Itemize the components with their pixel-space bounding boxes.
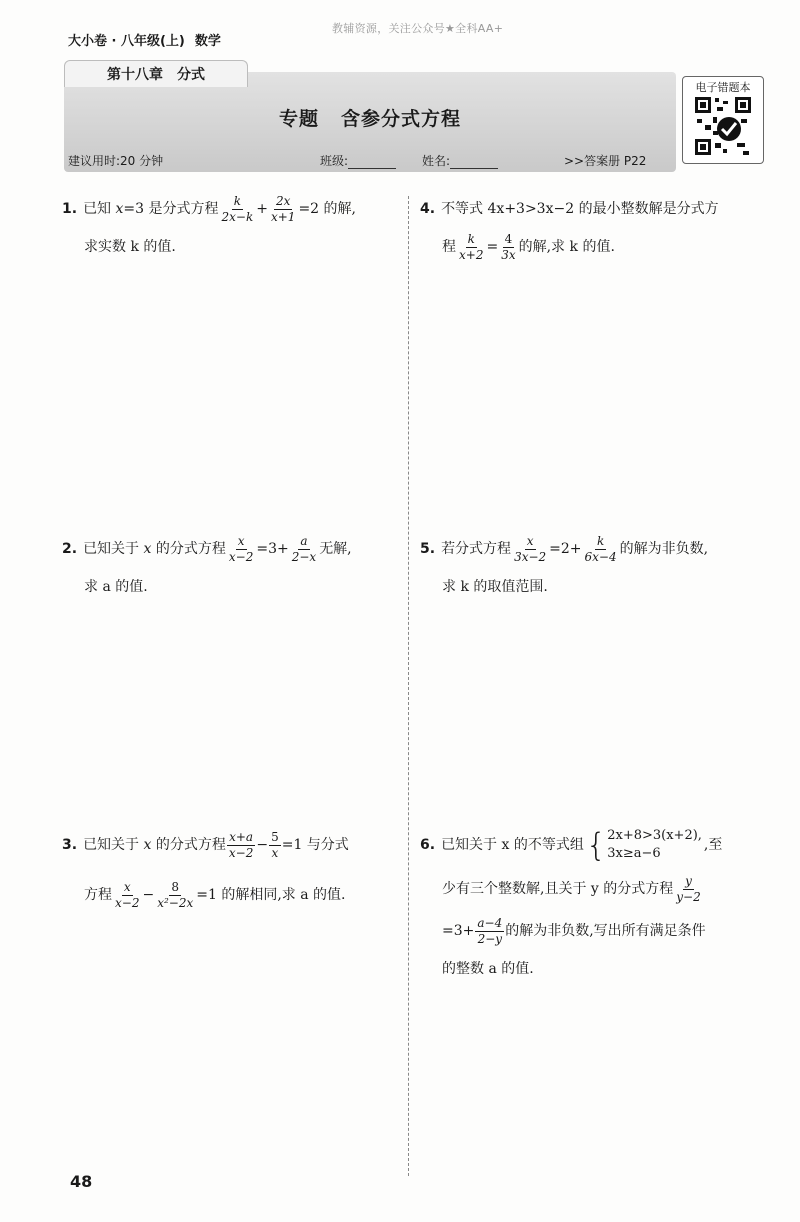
suggested-time: 建议用时:20 分钟 [68,154,164,168]
fraction: $\frac{4}{3x}$ [501,231,516,262]
question-1: 1. 已知 x =3 是分式方程 $\frac{k}{2x-k}$ + $\frac{2x}{x+1}$ =2 的解, 求实数 k 的值. [62,193,356,255]
fraction: $\frac{a}{2-x}$ [291,533,317,564]
qr-label: 电子错题本 [695,81,751,94]
fraction: $\frac{y}{y-2}$ [676,873,701,904]
topic-label: 专题 [278,108,319,130]
fraction: $\frac{5}{x}$ [271,829,279,860]
subject-label: 数学 [194,34,221,49]
answer-reference: >>答案册 P22 [564,154,647,168]
chapter-tab: 第十八章 分式 [64,60,248,87]
name-field: 姓名: [422,152,498,169]
watermark-text: 教辅资源，关注公众号★全科AA+ [332,22,504,35]
brace-icon: { [585,826,607,864]
fraction: $\frac{8}{\text{x²−2x}}$ [157,879,194,910]
series-label: 大小卷 · 八年级(上) [68,34,185,49]
fraction: $\frac{k}{6x-4}$ [584,533,617,564]
qr-code-icon [693,95,753,157]
question-5: 5. 若分式方程 $\frac{x}{3x-2}$ =2+ $\frac{k}{6x-4}$ 的解为非负数, 求 k 的取值范围. [420,533,709,595]
topic-title [64,104,676,131]
fraction: $\frac{2x}{x+1}$ [270,193,296,224]
column-divider [408,196,409,1176]
question-6: 6. 已知关于 x 的不等式组 { 2x+8>3(x+2), 3x≥a−6 ,至 少有三个整数解,且关于 y 的分式方程 $\frac{y}{y-2}$ =3+ $\frac{a-4}{2-y}$ 的解为非负数,写出所有满足条件 的整数 a 的值. [420,826,723,977]
qr-code-box [682,76,764,164]
question-2: 2. 已知关于 x 的分式方程 $\frac{x}{x-2}$ =3+ $\frac{a}{2-x}$ 无解, 求 a 的值. [62,533,352,595]
fraction: $\frac{x+a}{x-2}$ [228,829,254,860]
name-blank [450,156,498,169]
fraction: $\frac{k}{x+2}$ [459,231,484,262]
fraction: $\frac{k}{2x-k}$ [221,193,254,224]
class-field: 班级: [320,152,396,169]
inequality-system: { 2x+8>3(x+2), 3x≥a−6 [585,826,702,864]
book-series [68,30,221,49]
question-4: 4. 不等式 4x+3>3x−2 的最小整数解是分式方 程 $\frac{k}{x+2}$ = $\frac{4}{3x}$ 的解,求 k 的值. [420,201,719,262]
fraction: $\frac{x}{x-2}$ [115,879,140,910]
class-blank [348,156,396,169]
fraction: $\frac{x}{3x-2}$ [514,533,547,564]
page-number: 48 [70,1172,93,1191]
question-3: 3. 已知关于 x 的分式方程 $\frac{x+a}{x-2}$ − $\frac{5}{x}$ =1 与分式 方程 $\frac{x}{x-2}$ − $\frac{8}{\text{x²−2x}}$ =1 的解相同,求 a 的值. [62,829,349,910]
fraction: $\frac{x}{x-2}$ [228,533,254,564]
fraction: $\frac{a-4}{2-y}$ [477,915,503,946]
topic-name: 含参分式方程 [341,108,462,130]
